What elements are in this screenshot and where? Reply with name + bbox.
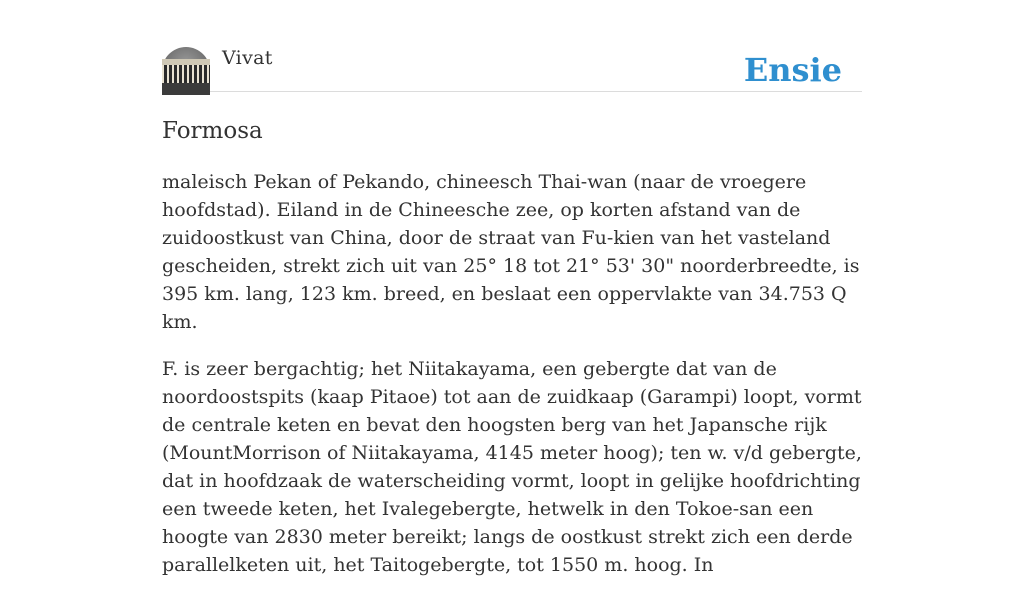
article-body xyxy=(162,168,862,598)
article-paragraph: F. is zeer bergachtig; het Niitakayama, een gebergte dat van de noordoostspits (kaap Pitaoe) tot aan de zuidkaap (Garampi) loopt, vormt de centrale keten en bevat den hoogsten berg van het Japansche rijk (MountMorrison of Niitakayama, 4145 meter hoog); ten w. v/d gebergte, dat in hoofdzaak de waterscheiding vormt, loopt in gelijke hoofdrichting een tweede keten, het Ivalegebergte, hetwelk in den Tokoe-san een hoogte van 2830 meter bereikt; langs de oostkust strekt zich een derde parallelketen uit, het Taitogebergte, tot 1550 m. hoog. In xyxy=(162,358,862,576)
ensie-logo[interactable]: Ensie xyxy=(743,51,842,89)
page-container xyxy=(162,0,862,576)
article-title: Formosa xyxy=(162,118,263,144)
user-avatar[interactable] xyxy=(162,47,210,95)
avatar-image-base xyxy=(162,83,210,95)
article-paragraph: maleisch Pekan of Pekando, chineesch Thai-wan (naar de vroegere hoofdstad). Eiland in de Chineesche zee, op korten afstand van de zuidoostkust van China, door de straat van Fu-kien van het vasteland gescheiden, strekt zich uit van 25° 18 tot 21° 53' 30" noorderbreedte, is 395 km. lang, 123 km. breed, en beslaat een oppervlakte van 34.753 Q km. xyxy=(162,171,860,333)
header xyxy=(162,0,862,92)
username-link[interactable]: Vivat xyxy=(222,47,273,69)
